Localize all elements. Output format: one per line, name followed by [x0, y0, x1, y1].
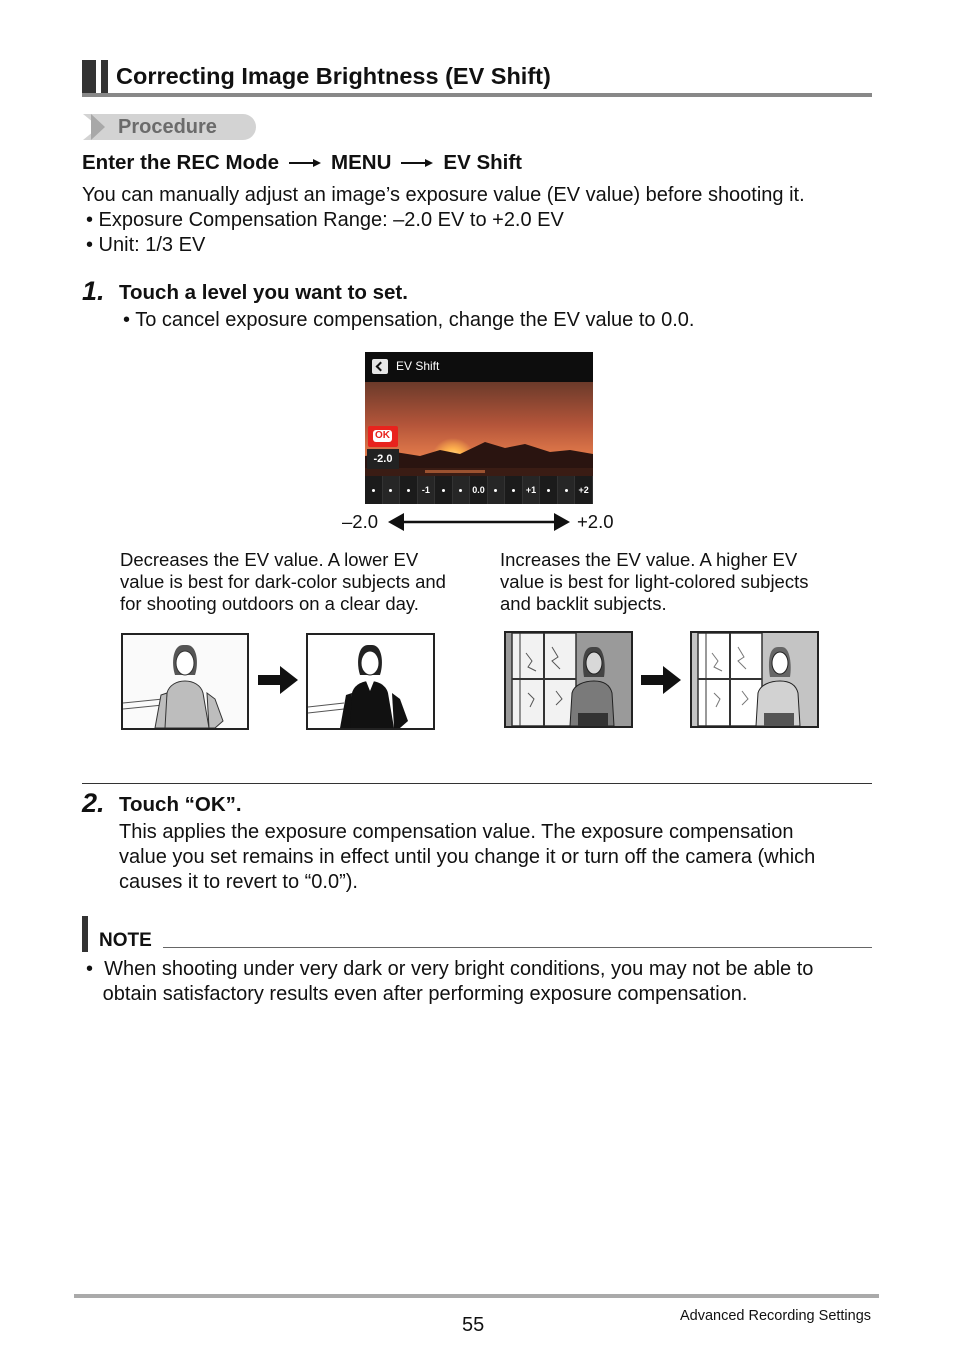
- header-bar-thick: [82, 60, 96, 97]
- ev-level[interactable]: [365, 476, 383, 504]
- ev-level[interactable]: [400, 476, 418, 504]
- step-1-title: Touch a level you want to set.: [119, 281, 408, 304]
- step-1-number: 1.: [82, 276, 105, 306]
- dark-example-before-image: [121, 633, 249, 730]
- increase-line-3: and backlit subjects.: [500, 593, 667, 614]
- footer-rule: [74, 1294, 879, 1298]
- page-number: 55: [462, 1314, 485, 1336]
- arrow-right-icon: [641, 666, 681, 694]
- woman-light-coat-illustration: [123, 635, 247, 728]
- ev-level[interactable]: [488, 476, 506, 504]
- step-1-bullet: • To cancel exposure compensation, change the EV value to 0.0.: [123, 309, 695, 331]
- ev-level[interactable]: +2: [575, 476, 593, 504]
- woman-window-bright-illustration: [692, 633, 817, 726]
- increase-line-2: value is best for light-colored subjects: [500, 571, 809, 592]
- note-line-1: • When shooting under very dark or very bright conditions, you may not be able to: [86, 958, 814, 980]
- ev-level[interactable]: [505, 476, 523, 504]
- camera-title-bar: [365, 352, 593, 382]
- ev-level[interactable]: -1: [418, 476, 436, 504]
- intro-text: You can manually adjust an image’s exposure value (EV value) before shooting it.: [82, 184, 805, 206]
- level-dot-icon: [442, 489, 445, 492]
- ev-level[interactable]: [435, 476, 453, 504]
- footer-section-name: Advanced Recording Settings: [680, 1308, 872, 1324]
- ok-button[interactable]: [368, 426, 398, 447]
- ev-level[interactable]: [558, 476, 576, 504]
- ev-level[interactable]: [540, 476, 558, 504]
- level-dot-icon: [494, 489, 497, 492]
- ok-label: OK: [375, 430, 390, 441]
- note-rule: [163, 947, 872, 948]
- path-step-rec-mode: Enter the REC Mode: [82, 151, 280, 174]
- decrease-line-1: Decreases the EV value. A lower EV: [120, 549, 419, 570]
- bright-example-after-image: [690, 631, 819, 728]
- woman-window-dim-illustration: [506, 633, 631, 726]
- current-ev-value: -2.0: [367, 449, 399, 469]
- menu-path: [82, 149, 522, 177]
- range-max-label: +2.0: [577, 511, 614, 532]
- bullet-unit: • Unit: 1/3 EV: [86, 234, 206, 256]
- woman-dark-coat-illustration: [308, 635, 433, 728]
- ev-level[interactable]: [383, 476, 401, 504]
- ev-level[interactable]: 0.0: [470, 476, 488, 504]
- level-dot-icon: [407, 489, 410, 492]
- procedure-arrow-icon: [91, 114, 105, 140]
- path-step-ev-shift: EV Shift: [443, 151, 522, 174]
- ev-level[interactable]: +1: [523, 476, 541, 504]
- dark-example-after-image: [306, 633, 435, 730]
- decrease-line-2: value is best for dark-color subjects and: [120, 571, 446, 592]
- bright-example-before-image: [504, 631, 633, 728]
- camera-title: EV Shift: [396, 359, 440, 373]
- level-dot-icon: [565, 489, 568, 492]
- step-2-number: 2.: [82, 788, 105, 818]
- bullet-range: • Exposure Compensation Range: –2.0 EV to +2.0 EV: [86, 209, 564, 231]
- double-arrow-icon: [388, 512, 570, 532]
- increase-line-1: Increases the EV value. A higher EV: [500, 549, 798, 570]
- ev-level[interactable]: [453, 476, 471, 504]
- path-step-menu: MENU: [331, 151, 392, 174]
- level-dot-icon: [512, 489, 515, 492]
- note-bar: [82, 916, 88, 952]
- arrow-right-icon: [258, 666, 298, 694]
- note-label: NOTE: [99, 930, 152, 951]
- step-divider: [82, 783, 872, 784]
- procedure-label: Procedure: [118, 116, 217, 138]
- section-title: Correcting Image Brightness (EV Shift): [116, 63, 551, 89]
- step-2-title: Touch “OK”.: [119, 793, 242, 816]
- header-bar-thin: [101, 60, 108, 97]
- level-dot-icon: [547, 489, 550, 492]
- step-2-body-line-1: This applies the exposure compensation value. The exposure compensation: [119, 821, 794, 843]
- note-line-2: obtain satisfactory results even after performing exposure compensation.: [86, 983, 748, 1005]
- ev-scale: [365, 476, 593, 504]
- back-chevron-icon[interactable]: [372, 359, 388, 374]
- range-min-label: –2.0: [342, 511, 379, 532]
- right-arrow-icon: [401, 158, 433, 168]
- decrease-line-3: for shooting outdoors on a clear day.: [120, 593, 419, 614]
- level-dot-icon: [372, 489, 375, 492]
- level-dot-icon: [389, 489, 392, 492]
- camera-screen: [365, 352, 593, 504]
- right-arrow-icon: [289, 158, 321, 168]
- step-2-body-line-3: causes it to revert to “0.0”).: [119, 871, 358, 893]
- header-underline: [82, 93, 872, 97]
- level-dot-icon: [459, 489, 462, 492]
- step-2-body-line-2: value you set remains in effect until you change it or turn off the camera (which: [119, 846, 816, 868]
